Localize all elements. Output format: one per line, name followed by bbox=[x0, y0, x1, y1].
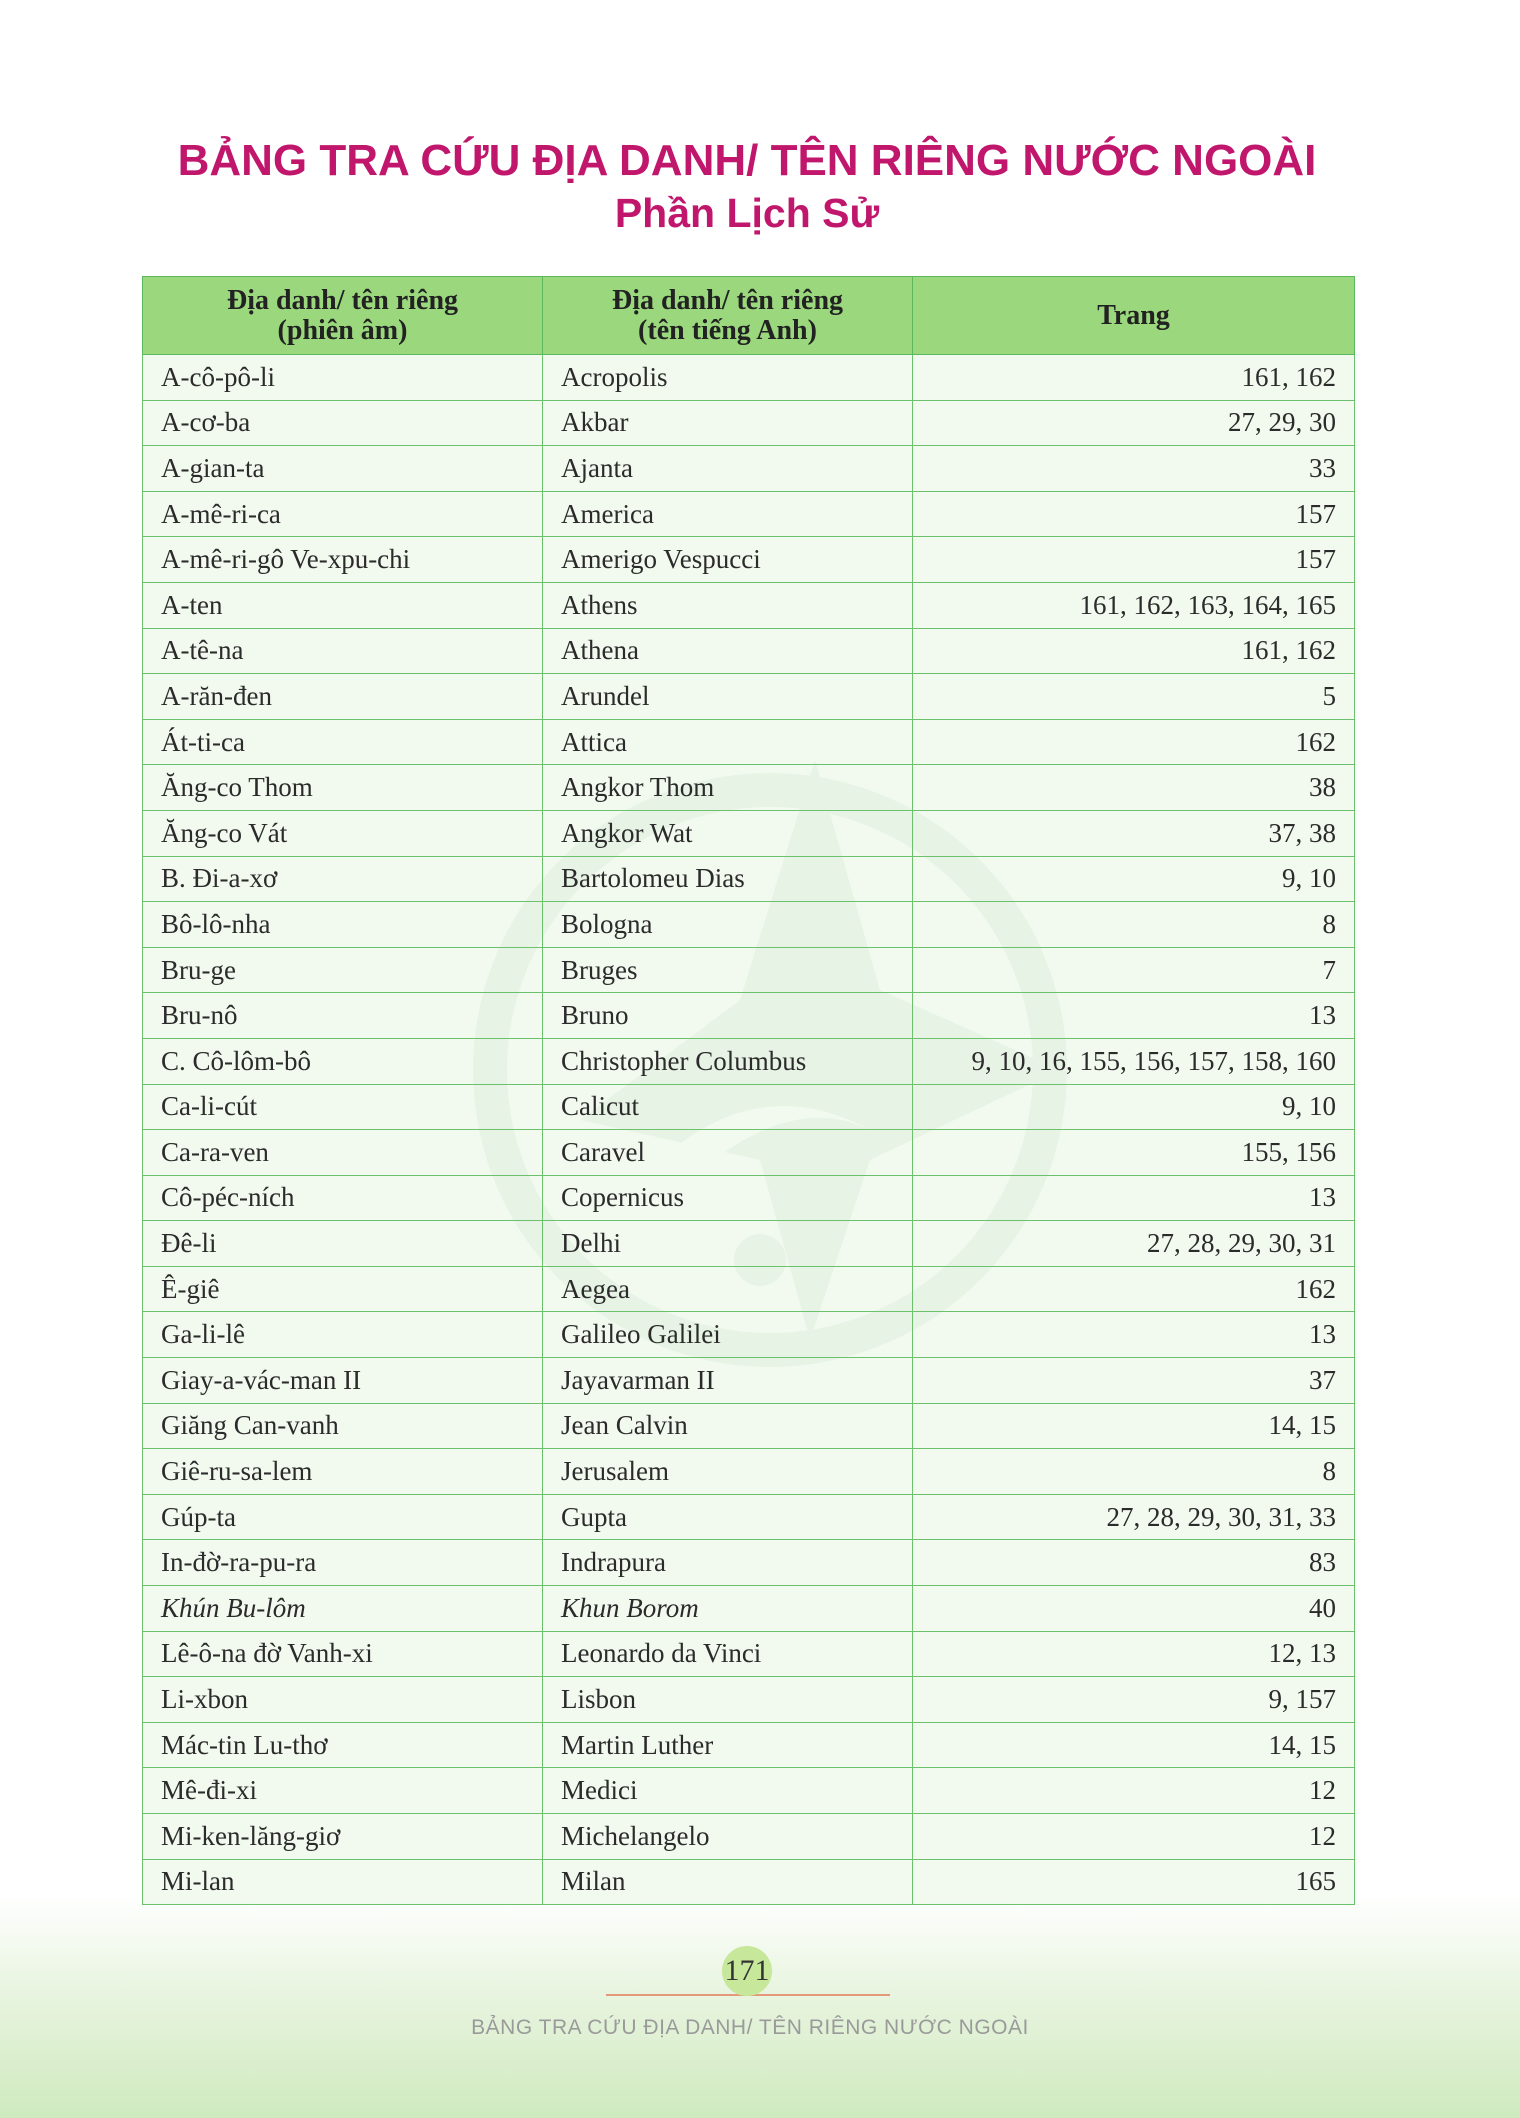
cell-transliteration: B. Đi-a-xơ bbox=[143, 856, 543, 902]
cell-pages: 155, 156 bbox=[913, 1130, 1355, 1176]
cell-english-name: Aegea bbox=[543, 1266, 913, 1312]
column-header-pages: Trang bbox=[913, 277, 1355, 355]
cell-pages: 161, 162 bbox=[913, 628, 1355, 674]
header-sublabel: (tên tiếng Anh) bbox=[638, 314, 817, 346]
cell-pages: 40 bbox=[913, 1586, 1355, 1632]
cell-pages: 27, 28, 29, 30, 31, 33 bbox=[913, 1494, 1355, 1540]
cell-english-name: Delhi bbox=[543, 1221, 913, 1267]
cell-pages: 37, 38 bbox=[913, 810, 1355, 856]
cell-english-name: Akbar bbox=[543, 400, 913, 446]
page-title: BẢNG TRA CỨU ĐỊA DANH/ TÊN RIÊNG NƯỚC NGOÀI bbox=[177, 136, 1317, 185]
cell-transliteration: C. Cô-lôm-bô bbox=[143, 1038, 543, 1084]
cell-pages: 13 bbox=[913, 1312, 1355, 1358]
cell-transliteration: A-mê-ri-gô Ve-xpu-chi bbox=[143, 537, 543, 583]
cell-transliteration: A-răn-đen bbox=[143, 674, 543, 720]
cell-english-name: Michelangelo bbox=[543, 1814, 913, 1860]
cell-pages: 27, 29, 30 bbox=[913, 400, 1355, 446]
cell-english-name: Athens bbox=[543, 582, 913, 628]
cell-transliteration: Gúp-ta bbox=[143, 1494, 543, 1540]
cell-english-name: Khun Borom bbox=[543, 1586, 913, 1632]
table-row bbox=[143, 1586, 1355, 1632]
cell-english-name: Copernicus bbox=[543, 1175, 913, 1221]
cell-english-name: Bologna bbox=[543, 902, 913, 948]
cell-pages: 9, 10 bbox=[913, 1084, 1355, 1130]
table-row bbox=[143, 856, 1355, 902]
table-row bbox=[143, 1722, 1355, 1768]
cell-english-name: Angkor Thom bbox=[543, 765, 913, 811]
table-row bbox=[143, 1494, 1355, 1540]
cell-english-name: Medici bbox=[543, 1768, 913, 1814]
cell-transliteration: Ga-li-lê bbox=[143, 1312, 543, 1358]
table-row bbox=[143, 947, 1355, 993]
table-row bbox=[143, 1859, 1355, 1905]
cell-english-name: Angkor Wat bbox=[543, 810, 913, 856]
table-row bbox=[143, 1358, 1355, 1404]
table-row bbox=[143, 1768, 1355, 1814]
table-row bbox=[143, 628, 1355, 674]
cell-transliteration: Cô-péc-ních bbox=[143, 1175, 543, 1221]
column-header-transliteration bbox=[143, 277, 543, 355]
table-row bbox=[143, 1814, 1355, 1860]
table-row bbox=[143, 355, 1355, 401]
cell-transliteration: Ê-giê bbox=[143, 1266, 543, 1312]
table-row bbox=[143, 400, 1355, 446]
cell-english-name: Arundel bbox=[543, 674, 913, 720]
table-row bbox=[143, 1038, 1355, 1084]
cell-transliteration: Ăng-co Vát bbox=[143, 810, 543, 856]
table-row bbox=[143, 1221, 1355, 1267]
cell-pages: 83 bbox=[913, 1540, 1355, 1586]
cell-pages: 37 bbox=[913, 1358, 1355, 1404]
header-label: Địa danh/ tên riêng bbox=[226, 284, 459, 316]
cell-pages: 12 bbox=[913, 1768, 1355, 1814]
cell-english-name: Gupta bbox=[543, 1494, 913, 1540]
table-row bbox=[143, 537, 1355, 583]
cell-english-name: Jean Calvin bbox=[543, 1403, 913, 1449]
cell-pages: 157 bbox=[913, 537, 1355, 583]
cell-transliteration: A-ten bbox=[143, 582, 543, 628]
cell-english-name: America bbox=[543, 491, 913, 537]
cell-pages: 38 bbox=[913, 765, 1355, 811]
cell-pages: 8 bbox=[913, 1449, 1355, 1495]
cell-pages: 157 bbox=[913, 491, 1355, 537]
cell-transliteration: Ca-ra-ven bbox=[143, 1130, 543, 1176]
cell-pages: 9, 157 bbox=[913, 1677, 1355, 1723]
cell-english-name: Acropolis bbox=[543, 355, 913, 401]
cell-transliteration: Khún Bu-lôm bbox=[143, 1586, 543, 1632]
table-row bbox=[143, 1175, 1355, 1221]
table-row bbox=[143, 1312, 1355, 1358]
table-row bbox=[143, 1130, 1355, 1176]
cell-pages: 27, 28, 29, 30, 31 bbox=[913, 1221, 1355, 1267]
cell-transliteration: In-đờ-ra-pu-ra bbox=[143, 1540, 543, 1586]
cell-english-name: Calicut bbox=[543, 1084, 913, 1130]
table-row bbox=[143, 765, 1355, 811]
cell-transliteration: A-gian-ta bbox=[143, 446, 543, 492]
table-row bbox=[143, 902, 1355, 948]
cell-pages: 14, 15 bbox=[913, 1403, 1355, 1449]
cell-pages: 33 bbox=[913, 446, 1355, 492]
cell-pages: 5 bbox=[913, 674, 1355, 720]
table-row bbox=[143, 1266, 1355, 1312]
cell-transliteration: Ăng-co Thom bbox=[143, 765, 543, 811]
cell-english-name: Indrapura bbox=[543, 1540, 913, 1586]
cell-transliteration: Mi-lan bbox=[143, 1859, 543, 1905]
cell-transliteration: Giay-a-vác-man II bbox=[143, 1358, 543, 1404]
cell-english-name: Attica bbox=[543, 719, 913, 765]
cell-english-name: Athena bbox=[543, 628, 913, 674]
cell-english-name: Jerusalem bbox=[543, 1449, 913, 1495]
page-subtitle: Phần Lịch Sử bbox=[614, 190, 880, 236]
cell-english-name: Bartolomeu Dias bbox=[543, 856, 913, 902]
cell-pages: 9, 10, 16, 155, 156, 157, 158, 160 bbox=[913, 1038, 1355, 1084]
cell-pages: 14, 15 bbox=[913, 1722, 1355, 1768]
table-row bbox=[143, 810, 1355, 856]
cell-transliteration: Mi-ken-lăng-giơ bbox=[143, 1814, 543, 1860]
cell-english-name: Christopher Columbus bbox=[543, 1038, 913, 1084]
table-row bbox=[143, 582, 1355, 628]
cell-english-name: Milan bbox=[543, 1859, 913, 1905]
cell-transliteration: Bru-nô bbox=[143, 993, 543, 1039]
table-header-row bbox=[143, 277, 1355, 355]
cell-pages: 12 bbox=[913, 1814, 1355, 1860]
cell-transliteration: Ca-li-cút bbox=[143, 1084, 543, 1130]
column-header-english-name bbox=[543, 277, 913, 355]
cell-english-name: Jayavarman II bbox=[543, 1358, 913, 1404]
table-row bbox=[143, 1631, 1355, 1677]
cell-english-name: Bruges bbox=[543, 947, 913, 993]
table-row bbox=[143, 1084, 1355, 1130]
cell-pages: 8 bbox=[913, 902, 1355, 948]
cell-pages: 161, 162 bbox=[913, 355, 1355, 401]
page-number: 171 bbox=[722, 1946, 772, 1996]
cell-transliteration: Mác-tin Lu-thơ bbox=[143, 1722, 543, 1768]
table-row bbox=[143, 674, 1355, 720]
cell-pages: 13 bbox=[913, 1175, 1355, 1221]
cell-transliteration: A-cô-pô-li bbox=[143, 355, 543, 401]
cell-pages: 161, 162, 163, 164, 165 bbox=[913, 582, 1355, 628]
cell-english-name: Martin Luther bbox=[543, 1722, 913, 1768]
cell-transliteration: Giê-ru-sa-lem bbox=[143, 1449, 543, 1495]
cell-pages: 165 bbox=[913, 1859, 1355, 1905]
running-footer-title: BẢNG TRA CỨU ĐỊA DANH/ TÊN RIÊNG NƯỚC NGOÀI bbox=[471, 2016, 1029, 2039]
cell-transliteration: Bô-lô-nha bbox=[143, 902, 543, 948]
cell-transliteration: Lê-ô-na đờ Vanh-xi bbox=[143, 1631, 543, 1677]
header-label: Địa danh/ tên riêng bbox=[611, 284, 844, 316]
cell-pages: 9, 10 bbox=[913, 856, 1355, 902]
cell-transliteration: Li-xbon bbox=[143, 1677, 543, 1723]
cell-english-name: Lisbon bbox=[543, 1677, 913, 1723]
header-sublabel: (phiên âm) bbox=[277, 314, 408, 346]
cell-transliteration: Mê-đi-xi bbox=[143, 1768, 543, 1814]
footer-background bbox=[0, 1895, 1520, 2118]
table-row bbox=[143, 1449, 1355, 1495]
cell-pages: 162 bbox=[913, 1266, 1355, 1312]
cell-english-name: Amerigo Vespucci bbox=[543, 537, 913, 583]
cell-english-name: Ajanta bbox=[543, 446, 913, 492]
cell-english-name: Leonardo da Vinci bbox=[543, 1631, 913, 1677]
place-name-index-table bbox=[142, 276, 1355, 1905]
cell-english-name: Caravel bbox=[543, 1130, 913, 1176]
cell-english-name: Bruno bbox=[543, 993, 913, 1039]
cell-pages: 7 bbox=[913, 947, 1355, 993]
cell-transliteration: A-mê-ri-ca bbox=[143, 491, 543, 537]
cell-transliteration: Giăng Can-vanh bbox=[143, 1403, 543, 1449]
cell-transliteration: Bru-ge bbox=[143, 947, 543, 993]
cell-pages: 13 bbox=[913, 993, 1355, 1039]
cell-transliteration: A-tê-na bbox=[143, 628, 543, 674]
table-row bbox=[143, 491, 1355, 537]
cell-pages: 162 bbox=[913, 719, 1355, 765]
cell-transliteration: A-cơ-ba bbox=[143, 400, 543, 446]
cell-transliteration: Đê-li bbox=[143, 1221, 543, 1267]
table-row bbox=[143, 446, 1355, 492]
table-row bbox=[143, 1403, 1355, 1449]
table-row bbox=[143, 1540, 1355, 1586]
cell-english-name: Galileo Galilei bbox=[543, 1312, 913, 1358]
table-row bbox=[143, 1677, 1355, 1723]
cell-transliteration: Át-ti-ca bbox=[143, 719, 543, 765]
cell-pages: 12, 13 bbox=[913, 1631, 1355, 1677]
table-row bbox=[143, 719, 1355, 765]
table-row bbox=[143, 993, 1355, 1039]
